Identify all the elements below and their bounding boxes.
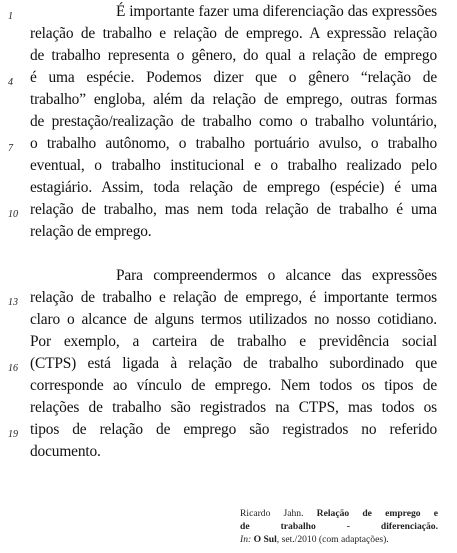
text-line: trabalho” engloba, além da relação de emprego, outras formas (30, 91, 437, 108)
text-line: corresponde ao vínculo de emprego. Nem todos os tipos de (30, 377, 437, 394)
line-number: 7 (8, 143, 13, 154)
source-title: Relação de emprego e (316, 508, 438, 519)
text-line: eventual, o trabalho institucional e o trabalho realizado pelo (30, 157, 437, 174)
source-title: de trabalho - diferenciação. (240, 521, 438, 532)
source-line (240, 507, 438, 520)
text-line: É importante fazer uma diferenciação das expressões (116, 3, 437, 20)
source-author: Ricardo Jahn. (240, 508, 304, 519)
source-line (240, 533, 438, 546)
text-line: é uma espécie. Podemos dizer que o gênero “relação de (30, 69, 437, 86)
text-line: de prestação/realização de trabalho como o trabalho voluntário, (30, 113, 437, 130)
source-publication: O Sul (253, 534, 277, 545)
text-line: Por exemplo, a carteira de trabalho e previdência social (30, 333, 437, 350)
text-line: relação de emprego. (30, 223, 152, 240)
text-line: documento. (30, 443, 101, 460)
text-line: Para compreendermos o alcance das expressões (116, 267, 437, 284)
text-line: estagiário. Assim, toda relação de emprego (espécie) é uma (30, 179, 437, 196)
source-line (240, 520, 438, 533)
text-line: claro o alcance de alguns termos utilizados no nosso cotidiano. (30, 311, 437, 328)
text-line: o trabalho autônomo, o trabalho portuário avulso, o trabalho (30, 135, 437, 152)
line-number: 19 (8, 429, 18, 440)
text-line: relações de trabalho são registrados na CTPS, mas todos os (30, 399, 437, 416)
line-number: 1 (8, 11, 13, 22)
source-details: , set./2010 (com adaptações). (276, 534, 389, 545)
text-line: tipos de relação de emprego são registrados no referido (30, 421, 437, 438)
text-line: de trabalho representa o gênero, do qual a relação de emprego (30, 47, 437, 64)
text-line: relação de trabalho e relação de emprego. A expressão relação (30, 25, 437, 42)
line-number: 16 (8, 363, 18, 374)
line-number: 4 (8, 77, 13, 88)
line-number: 10 (8, 209, 18, 220)
text-line: relação de trabalho e relação de emprego, é importante termos (30, 289, 437, 306)
text-line: relação de trabalho, mas nem toda relação de trabalho é uma (30, 201, 437, 218)
source-in-label: In: (240, 534, 252, 545)
text-line: (CTPS) está ligada à relação de trabalho subordinado que (30, 355, 437, 372)
line-number: 13 (8, 297, 18, 308)
